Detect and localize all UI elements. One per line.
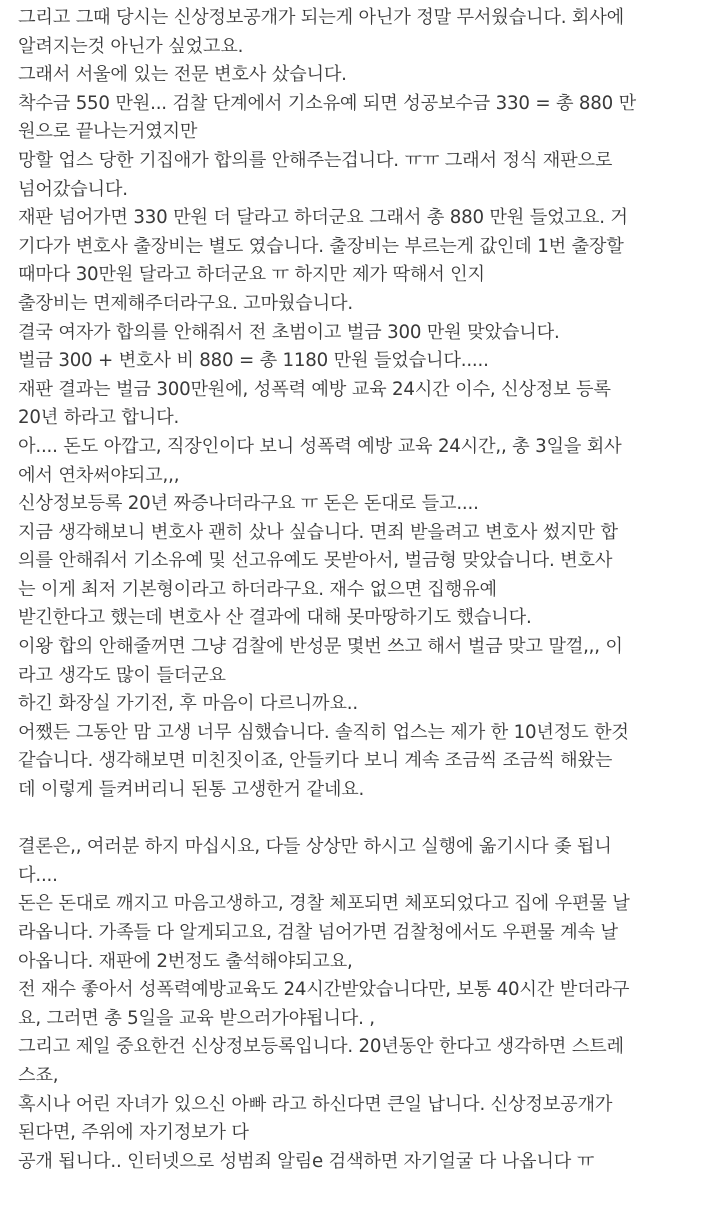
text-line: 요, 그러면 총 5일을 교육 받으러가야됩니다. , bbox=[18, 1007, 375, 1029]
text-line: 어쨌든 그동안 맘 고생 너무 심했습니다. 솔직히 업스는 제가 한 10년정도 한것 bbox=[18, 721, 629, 743]
text-line: 재판 넘어가면 330 만원 더 달라고 하더군요 그래서 총 880 만원 들었고요. 거 bbox=[18, 207, 628, 229]
text-line: 라옵니다. 가족들 다 알게되고요, 검찰 넘어가면 검찰청에서도 우편물 계속 날 bbox=[18, 922, 618, 943]
text-line: 아옵니다. 재판에 2번정도 출석해야되고요, bbox=[18, 950, 353, 972]
text-line: 데 이렇게 들켜버리니 된통 고생한거 같네요. bbox=[18, 779, 365, 801]
text-line: 다.... bbox=[18, 864, 58, 886]
text-line: 벌금 300 + 변호사 비 880 = 총 1180 만원 들었습니다..... bbox=[18, 350, 489, 372]
text-line: 의를 안해줘서 기소유예 및 선고유예도 못받아서, 벌금형 맞았습니다. 변호사 bbox=[18, 550, 613, 572]
text-line: 돈은 돈대로 깨지고 마음고생하고, 경찰 체포되면 체포되었다고 집에 우편물 날 bbox=[18, 893, 630, 915]
blank-line bbox=[18, 805, 698, 834]
text-line: 혹시나 어린 자녀가 있으신 아빠 라고 하신다면 큰일 납니다. 신상정보공개가 bbox=[18, 1093, 613, 1115]
text-line: 아.... 돈도 아깝고, 직장인이다 보니 성폭력 예방 교육 24시간,, 총 3일을 회사 bbox=[18, 435, 622, 457]
text-line: 망할 업스 당한 기집애가 합의를 안해주는겁니다. ㅠㅠ 그래서 정식 재판으로 bbox=[18, 149, 613, 171]
text-line: 그리고 그때 당시는 신상정보공개가 되는게 아닌가 정말 무서웠습니다. 회사에 bbox=[18, 7, 625, 28]
text-line: 전 재수 좋아서 성폭력예방교육도 24시간받았습니다만, 보통 40시간 받더라구 bbox=[18, 979, 630, 1001]
text-line: 20년 하라고 합니다. bbox=[18, 407, 180, 429]
text-line: 같습니다. 생각해보면 미친짓이죠, 안들키다 보니 계속 조금씩 조금씩 해왔는 bbox=[18, 750, 613, 772]
text-line: 넘어갔습니다. bbox=[18, 178, 128, 200]
text-line: 에서 연차써야되고,,, bbox=[18, 464, 180, 486]
text-line: 받긴한다고 했는데 변호사 산 결과에 대해 못마땅하기도 했습니다. bbox=[18, 607, 532, 629]
text-line: 재판 결과는 벌금 300만원에, 성폭력 예방 교육 24시간 이수, 신상정보 등록 bbox=[18, 378, 611, 400]
text-line: 공개 됩니다.. 인터넷으로 성범죄 알림e 검색하면 자기얼굴 다 나옵니다 ㅠ bbox=[18, 1150, 595, 1172]
document-body bbox=[18, 4, 698, 1176]
text-line: 신상정보등록 20년 짜증나더라구요 ㅠ 돈은 돈대로 들고.... bbox=[18, 493, 479, 515]
text-line: 그래서 서울에 있는 전문 변호사 샀습니다. bbox=[18, 64, 347, 86]
text-line: 지금 생각해보니 변호사 괜히 샀나 싶습니다. 면죄 받을려고 변호사 썼지만 합 bbox=[18, 521, 618, 543]
text-line: 결론은,, 여러분 하지 마십시요, 다들 상상만 하시고 실행에 옮기시다 좆 됩니 bbox=[18, 836, 612, 858]
text-line: 스죠, bbox=[18, 1064, 59, 1086]
text-line: 알려지는것 아닌가 싶었고요. bbox=[18, 35, 244, 57]
text-line: 출장비는 면제해주더라구요. 고마웠습니다. bbox=[18, 292, 353, 314]
text-line: 착수금 550 만원... 검찰 단계에서 기소유예 되면 성공보수금 330 = 총 880 만 bbox=[18, 92, 636, 114]
text-line: 라고 생각도 많이 들더군요 bbox=[18, 664, 226, 686]
text-line: 는 이게 최저 기본형이라고 하더라구요. 재수 없으면 집행유예 bbox=[18, 578, 497, 600]
text-line: 기다가 변호사 출장비는 별도 였습니다. 출장비는 부르는게 값인데 1번 출장할 bbox=[18, 235, 624, 257]
text-line: 그리고 제일 중요한건 신상정보등록입니다. 20년동안 한다고 생각하면 스트레 bbox=[18, 1036, 624, 1058]
text-line: 때마다 30만원 달라고 하더군요 ㅠ 하지만 제가 딱해서 인지 bbox=[18, 264, 485, 286]
text-line: 원으로 끝나는거였지만 bbox=[18, 121, 198, 143]
text-line: 된다면, 주위에 자기정보가 다 bbox=[18, 1122, 249, 1144]
text-line: 이왕 합의 안해줄꺼면 그냥 검찰에 반성문 몇번 쓰고 해서 벌금 맞고 말껄,,, 이 bbox=[18, 636, 623, 658]
text-line: 하긴 화장실 가기전, 후 마음이 다르니까요.. bbox=[18, 693, 358, 715]
text-line: 결국 여자가 합의를 안해줘서 전 초범이고 벌금 300 만원 맞았습니다. bbox=[18, 321, 560, 343]
